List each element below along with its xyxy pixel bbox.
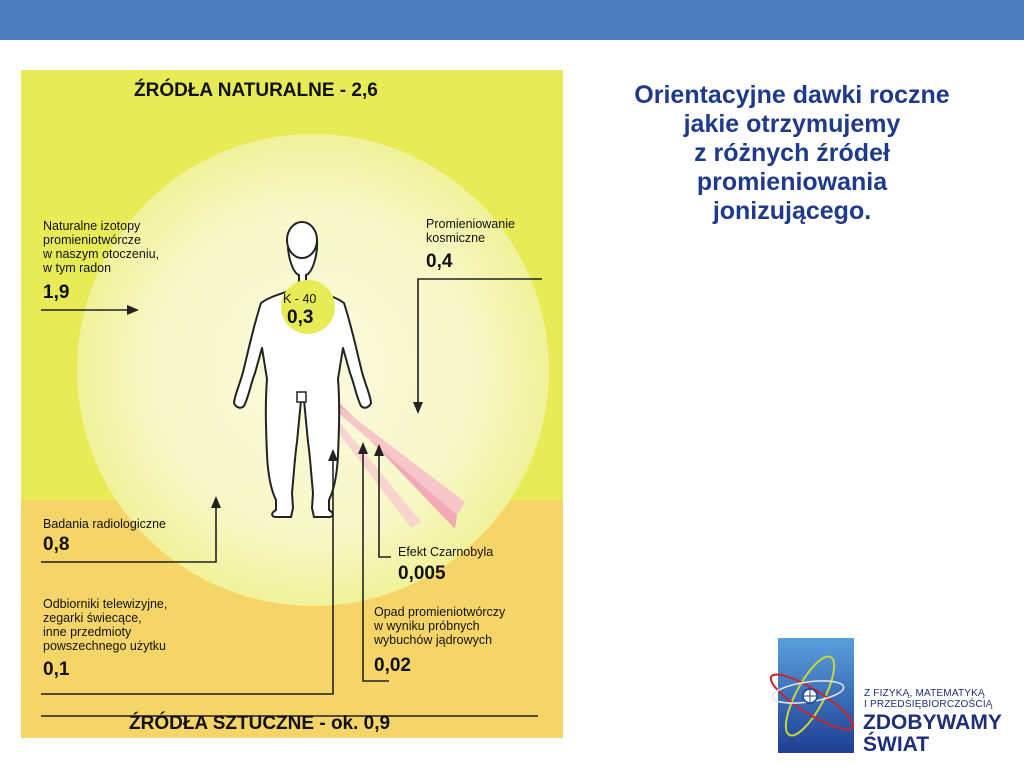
consumer-products-label: Odbiorniki telewizyjne, zegarki świecące, inne przedmioty powszechnego użytku xyxy=(43,597,168,653)
title-line: z różnych źródeł xyxy=(694,139,890,167)
artificial-sources-footer: ŹRÓDŁA SZTUCZNE - ok. 0,9 xyxy=(129,713,391,734)
natural-sources-header: ŹRÓDŁA NATURALNE - 2,6 xyxy=(134,80,378,101)
fallout-label: Opad promieniotwórczy w wyniku próbnych wybuchów jądrowych xyxy=(374,605,506,647)
cosmic-value: 0,4 xyxy=(426,251,453,272)
radiology-value: 0,8 xyxy=(43,534,70,555)
natural-isotopes-value: 1,9 xyxy=(43,282,70,303)
title-line: jakie otrzymujemy xyxy=(683,110,901,138)
chernobyl-label: Efekt Czarnobyla xyxy=(398,545,494,559)
project-logo xyxy=(766,626,1024,768)
cosmic-label: Promieniowanie kosmiczne xyxy=(426,217,515,245)
chernobyl-value: 0,005 xyxy=(398,563,446,584)
radiology-label: Badania radiologiczne xyxy=(43,517,167,531)
slide-title xyxy=(574,81,1010,226)
top-bar xyxy=(0,0,1024,40)
natural-isotopes-label: Naturalne izotopy promieniotwórcze w naszym otoczeniu, w tym radon xyxy=(43,219,160,275)
k40-value: 0,3 xyxy=(287,307,314,328)
dose-poster xyxy=(21,70,563,738)
logo-text-line3: ZDOBYWAMY xyxy=(863,711,1002,734)
logo-text-line2: I PRZEDSIĘBIORCZOŚCIĄ xyxy=(864,699,993,710)
logo-text-line4: ŚWIAT xyxy=(863,733,930,756)
logo-text-line1: Z FIZYKĄ, MATEMATYKĄ xyxy=(864,688,985,699)
title-line: jonizującego. xyxy=(712,197,872,225)
fallout-value: 0,02 xyxy=(374,655,411,676)
title-line: Orientacyjne dawki roczne xyxy=(634,81,950,109)
k40-label: K - 40 xyxy=(283,292,317,306)
consumer-products-value: 0,1 xyxy=(43,659,70,680)
title-line: promieniowania xyxy=(696,168,888,196)
